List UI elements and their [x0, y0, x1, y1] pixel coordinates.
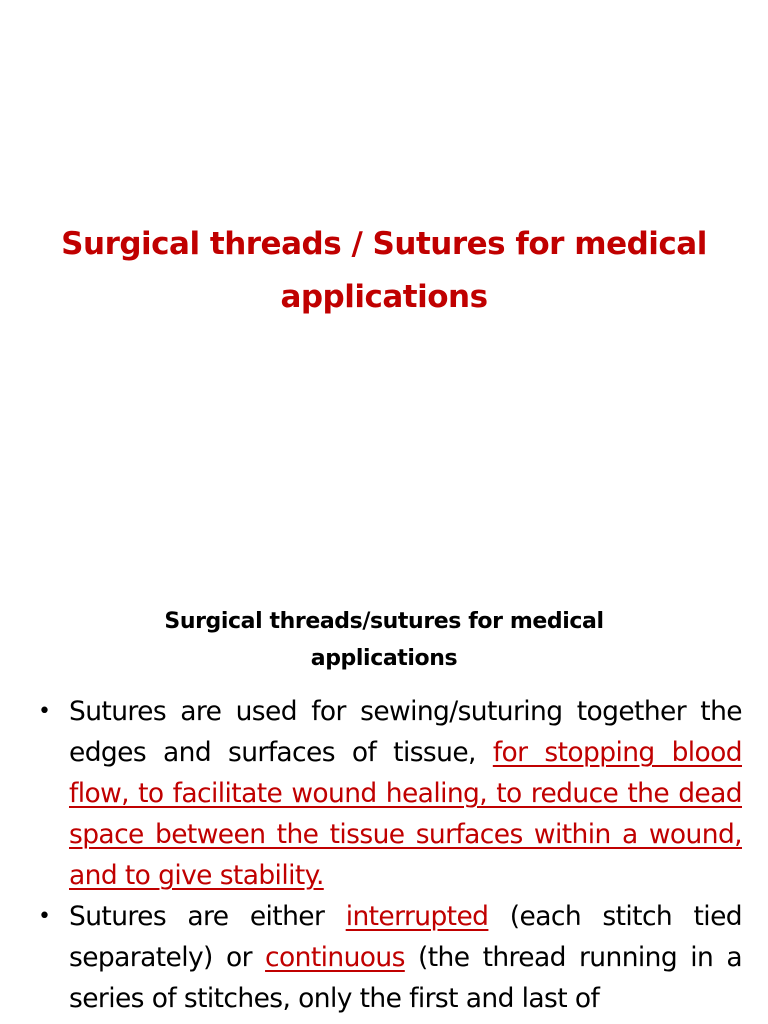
content-slide	[0, 576, 768, 1024]
bullet-item-2	[34, 896, 742, 1019]
bullet-marker: •	[38, 904, 51, 929]
bullet-text: (each stitch tied separately) or	[69, 901, 742, 973]
highlighted-term-continuous: continuous	[265, 942, 405, 973]
bullet-marker: •	[38, 699, 51, 724]
content-slide-title: Surgical threads/sutures for medical applications	[164, 609, 604, 671]
bullet-text: Sutures are used for sewing/suturing together the edges and surfaces of tissue,	[69, 696, 742, 768]
bullet-list	[34, 691, 742, 1019]
highlighted-term-interrupted: interrupted	[345, 901, 489, 932]
slide-title: Surgical threads / Sutures for medical applications	[61, 226, 707, 315]
bullet-item-1	[34, 691, 742, 896]
bullet-text: Sutures are either	[69, 901, 346, 932]
highlighted-text: for stopping blood flow, to facilitate wound healing, to reduce the dead space between the tissue surfaces within a wound, and to give stability.	[69, 737, 742, 891]
bullet-text: (the thread running in a series of stitches, only the first and last of	[69, 942, 743, 1014]
